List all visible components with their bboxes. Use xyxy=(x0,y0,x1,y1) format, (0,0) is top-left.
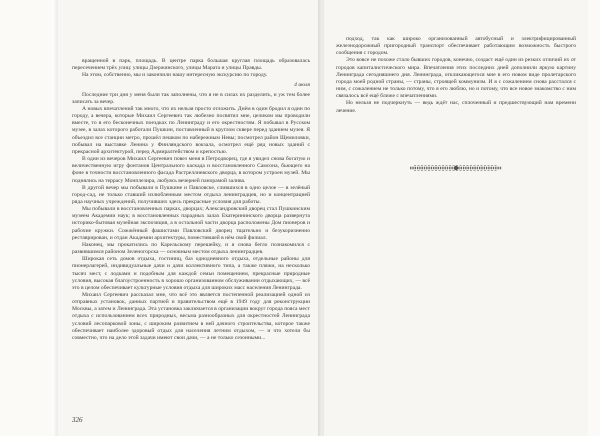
paragraph: подход, так как широко организованный автобусный и электрифицированный железнодорожный пригородный транспорт обеспечивает работающим возможность быстрого сообщения с городом. xyxy=(336,36,576,57)
paragraph: Наконец, мы прокатились по Карельскому перешейку, и я снова бегло познакомился с развившимся районом Зеленогорска — основным местом отдыха ленинградцев. xyxy=(72,241,310,256)
right-page-text xyxy=(336,36,576,115)
decorative-rule-ornament xyxy=(408,164,504,172)
paragraph: Михаил Сергеевич рассказал мне, что всё это является постепенной реализацией одной из отправных установок, данных партией и правительством ещё в 1949 году для реконструкции Москвы, а затем и Ленинграда. Эта установка заключается в организации вокруг города пояса мест отдыха с использованием всех природных, весьма разнообразных для окрестностей Ленинграда условий лесопарковой зоны, с широким развитием в ней дачного строительства, которое также обеспечивает наиболее здоровый отдых для населения летним отдыхом, — и что хотели бы совместно, что на дело этой задачи имеют свои дачи, — а не только сезонными... xyxy=(72,292,310,341)
paragraph: Но нельзя не подчеркнуть — ведь ждёт нас, сплоченный и предшествующий нам времени лечение. xyxy=(336,100,576,114)
paragraph: вращенной в парк, площадь. В центре парка большая круглая площадь образовалась пересечением трёх улиц: улицы Дзержинского, улицы Марата и улицы Правды. xyxy=(72,58,310,72)
paragraph: Последние три дня у меня были так заполнены, что я не в силах их разделить, и уж тем более записать за вечер. xyxy=(72,91,310,105)
right-page xyxy=(324,0,588,436)
left-page xyxy=(58,0,320,436)
paragraph: Широкая сеть домов отдыха, гостиниц, баз однодневного отдыха, отдельные районы для пионерлагерей, индивидуальные дачи и дачи коллективного типа, а также пляжи, на несколько тысяч мест, с лодками и подобным для каждой семьи помещением, прекрасные природные условия, высокая благоустроенность в хорошо организованном обслуживании отдыхающих, — всё это в целом обеспечивает культурные условия отдыха для широких масс населения Ленинграда. xyxy=(72,256,310,291)
paragraph: В другой вечер мы побывали в Пушкине и Павловске, слившихся в одно целое — в зелёный город-сад, не только ставший излюбленным местом отдыха ленинградцев, но и концентрацией ряда научных учреждений, получивших здесь прекрасные условия для работы. xyxy=(72,184,310,205)
paragraph: А новых впечатлений так много, что их нельзя просто отложить. Днём в один бродил я один по городу, а вечера, которые Михаил Сергеевич так любезно посвятил мне, целиком мы проводили вместе, то в его бесконечных поездках по Ленинграду и его окрестностям. Я побывал в Русском музее, в залах которого работали Пушкин, поставленный в круглом сквере перед зданием музея. Я объездил все станции метро, прошёл пешком по набережным Невы; посмотрел район Щемиловки, побывал на выставке Ленина у Финляндского вокзала, осмотрел ещё ряд новых зданий с прекрасной архитектурой, перед Адмиралтейством и крепостью. xyxy=(72,105,310,155)
date-heading: 4 июля xyxy=(294,82,310,89)
paragraph: Мы побывали в восстановленных парках, дворцах; Александровский дворец стал Пушкинским музеем Академии наук; в восстановленных парадных залах Екатерининского дворца развернута историко-бытовая музейная экспозиция, а в остальной части дворца расположены Дом пионеров и рабочие кружки. Сожжённый фашистами Павловский дворец тщательно и безукоризненно реставрирован, и отдан Академии архитектуры, поместившей в нём свой филиал. xyxy=(72,206,310,241)
paragraph: На этом, собственно, мы и закончили нашу интересную экскурсию по городу. xyxy=(82,72,268,79)
left-page-text xyxy=(72,58,310,342)
paragraph: Это вовсе не похоже стало бывших городов, конечно, создаст ещё один из резких отличий их от городов капиталистического мира. Впечатления этих последних дней дополнили яркую картину Ленинграда сегодняшнего дня. Ленинграда, откликающегося мне в его новом виде пролетарского города моей родной страны, — страны, строящей коммунизм. И я с сожалением снова расстался с ним, с сожалением не только потому, что я его люблю, но и потому, что все новое знакомство с ним связалось всё ещё ближе с впечатлениями. xyxy=(336,57,576,100)
paragraph: В один из вечеров Михаил Сергеевич повез меня в Петродворец, где я увидел снова богатую и величественную игру фонтанов Центрального каскада и восстановленного Самсона, бьющего на фоне в точности восстановленного фасада Растреллиевского дворца, в котором устроен музей. Мы поднялись на террасу Монплезира, любуясь вечерней панорамой залива. xyxy=(72,156,310,184)
page-number: 326 xyxy=(72,416,83,424)
